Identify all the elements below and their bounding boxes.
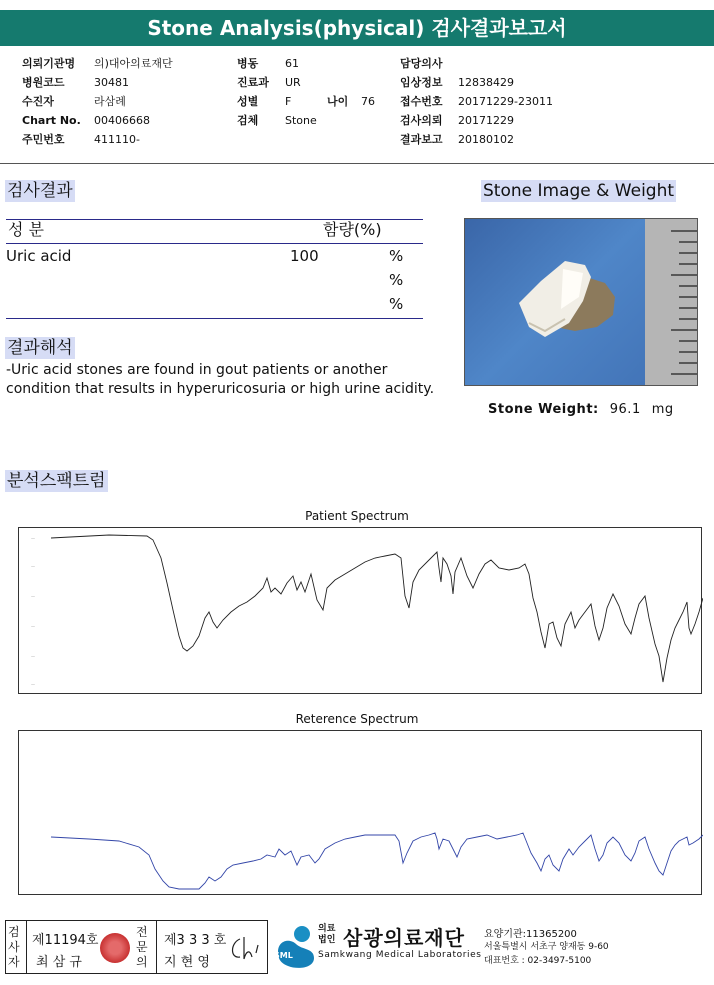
table-header-line [6,243,423,244]
col-content-header: 함량(%) [323,220,382,239]
info-col-1 [22,54,173,149]
result-component: Uric acid [6,247,72,265]
reference-spectrum-title: Reterence Spectrum [295,712,419,726]
info-col-2 [237,54,375,130]
stone-weight [488,400,674,420]
info-value: 76 [361,95,375,108]
svg-text:—: — [31,624,35,629]
org-address: 서울특별시 서초구 양재동 9-60 [484,942,609,952]
info-value: F [285,95,292,108]
examiner-seal-icon [100,933,130,963]
reference-spectrum-svg [19,731,703,896]
info-value: 의)대아의료재단 [94,57,173,70]
doctor-number: 제3 3 3 호 [164,933,227,948]
info-label: 의뢰기관명 [22,57,76,70]
doctor-label: 전문의 [136,925,148,969]
stone-weight-value: 96.1 [609,402,641,417]
col-component-header: 성 분 [8,220,44,239]
results-heading: 검사결과 [7,181,73,201]
divider [0,163,714,164]
org-prefix: 의료법인 [318,924,336,945]
spectrum-heading: 분석스팩트럼 [7,471,106,491]
org-phone: 대표번호 : 02-3497-5100 [484,956,592,966]
info-label: 성별 [237,95,259,108]
info-label: 담당의사 [400,57,443,70]
info-value: 20171229-23011 [458,95,553,108]
doctor-name: 지 현 영 [164,955,210,970]
info-value: 20171229 [458,114,514,127]
info-label: 진료과 [237,76,269,89]
info-label: 접수번호 [400,95,443,108]
interpretation-line-1: -Uric acid stones are found in gout patients or another [6,362,388,378]
info-value: 61 [285,57,299,70]
info-value: Stone [285,114,317,127]
info-label: 임상정보 [400,76,443,89]
examiner-name: 최 삼 규 [36,955,82,970]
stone-weight-label: Stone Weight: [488,402,599,417]
reference-spectrum-plot [18,730,702,895]
info-value: 20180102 [458,133,514,146]
result-unit: % [389,271,404,289]
stone-heading: Stone Image & Weight [483,181,675,201]
svg-text:—: — [31,536,35,541]
patient-spectrum-svg [19,528,703,695]
info-value: 411110- [94,133,140,146]
info-label: 수진자 [22,95,54,108]
info-value: 30481 [94,76,129,89]
stone-weight-unit: mg [651,402,674,417]
divider [26,921,27,973]
svg-text:—: — [31,654,35,659]
sml-logo-icon [272,922,316,970]
examiner-number: 제11194호 [32,933,99,948]
report-title: Stone Analysis(physical) 검사결과보고서 [0,10,714,46]
result-unit: % [389,247,404,265]
result-unit: % [389,295,404,313]
signature-box [5,920,268,974]
org-name: 삼광의료재단 [343,926,465,950]
info-col-3 [400,54,553,149]
reference-spectrum-line [51,833,703,889]
info-value: UR [285,76,301,89]
info-label: 주민번호 [22,133,65,146]
institution-code: 요양기관:11365200 [484,929,577,940]
svg-text:—: — [31,682,35,687]
info-label: 병동 [237,57,259,70]
patient-spectrum-line [51,535,703,682]
info-value: 라삼례 [94,95,126,108]
svg-text:—: — [31,564,35,569]
interpretation-heading: 결과해석 [7,338,73,358]
table-bottom-line [6,318,423,319]
info-label: 검사의뢰 [400,114,443,127]
info-label: 결과보고 [400,133,443,146]
svg-text:—: — [31,594,35,599]
info-value: 12838429 [458,76,514,89]
doctor-signature-icon [226,931,266,965]
org-english-name: Samkwang Medical Laboratories [318,950,482,960]
info-label: 병원코드 [22,76,65,89]
info-label: 검체 [237,114,259,127]
info-value: 00406668 [94,114,150,127]
patient-spectrum-title: Patient Spectrum [305,509,409,523]
examiner-label: 검사자 [8,925,20,969]
patient-spectrum-plot [18,527,702,694]
sml-logo-text: SML [274,951,293,960]
interpretation-line-2: condition that results in hyperuricosuria or high urine acidity. [6,381,435,397]
stone-photo [464,218,698,386]
result-value: 100 [290,247,319,265]
divider [156,921,157,973]
info-label: 나이 [327,95,349,108]
info-label: Chart No. [22,114,81,127]
stone-image [465,219,698,386]
